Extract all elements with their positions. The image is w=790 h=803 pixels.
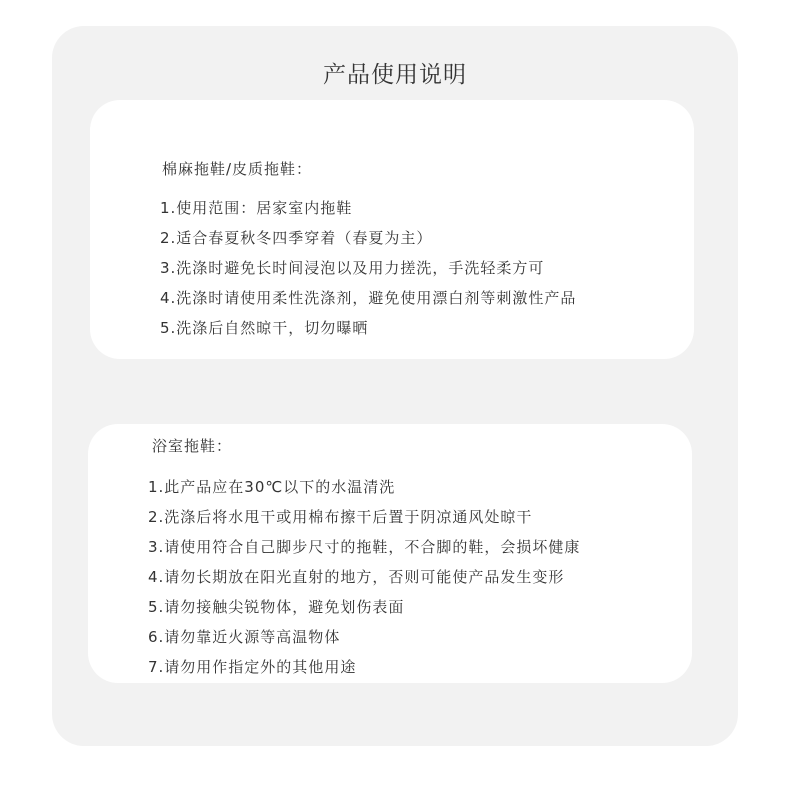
- list-item: 4.请勿长期放在阳光直射的地方，否则可能使产品发生变形: [148, 568, 565, 586]
- section-bathroom-slippers: [88, 424, 692, 683]
- list-item: 6.请勿靠近火源等高温物体: [148, 628, 341, 646]
- list-item: 3.请使用符合自己脚步尺寸的拖鞋，不合脚的鞋，会损坏健康: [148, 538, 581, 556]
- list-item: 2.洗涤后将水甩干或用棉布擦干后置于阴凉通风处晾干: [148, 508, 533, 526]
- instruction-list: [148, 472, 580, 682]
- list-item: 7.请勿用作指定外的其他用途: [148, 658, 357, 676]
- page-title: 产品使用说明: [323, 62, 467, 88]
- section-heading: 浴室拖鞋：: [152, 437, 233, 455]
- list-item: 2.适合春夏秋冬四季穿着（春夏为主）: [160, 229, 433, 247]
- section-heading: 棉麻拖鞋/皮质拖鞋：: [162, 160, 313, 178]
- list-item: 5.洗涤后自然晾干，切勿曝晒: [160, 319, 369, 337]
- list-item: 4.洗涤时请使用柔性洗涤剂，避免使用漂白剂等刺激性产品: [160, 289, 577, 307]
- list-item: 1.使用范围：居家室内拖鞋: [160, 199, 353, 217]
- section-cotton-leather-slippers: [90, 100, 694, 359]
- instruction-list: [160, 193, 576, 343]
- list-item: 1.此产品应在30℃以下的水温清洗: [148, 478, 396, 496]
- list-item: 3.洗涤时避免长时间浸泡以及用力搓洗，手洗轻柔方可: [160, 259, 545, 277]
- list-item: 5.请勿接触尖锐物体，避免划伤表面: [148, 598, 405, 616]
